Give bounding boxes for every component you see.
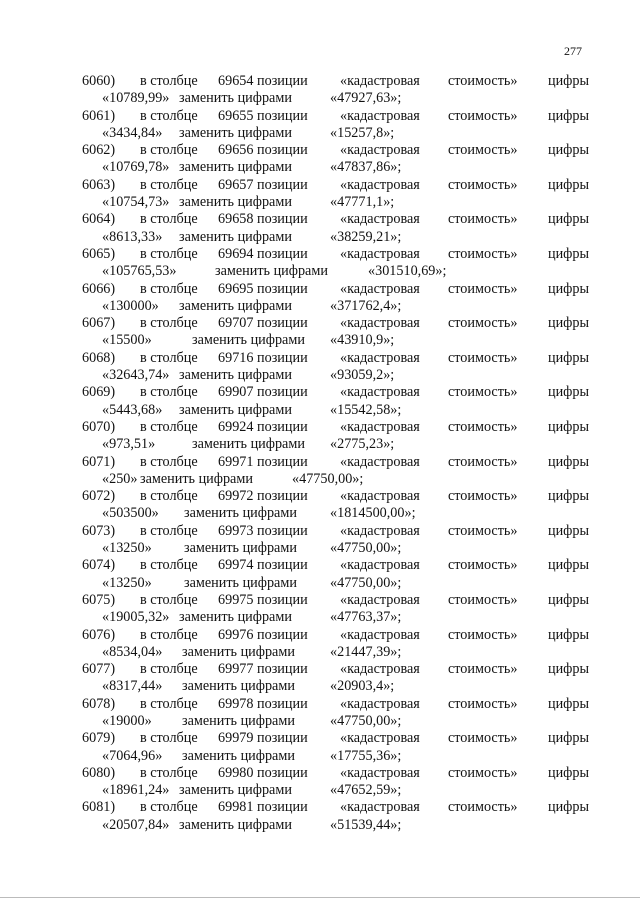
item-number: 6070) [82,418,116,435]
cost-word: стоимость» [448,73,518,89]
old-value: «19000» [102,712,152,729]
position-word: позиции [257,661,308,678]
new-value: «2775,23»; [330,436,395,453]
cost-word: стоимость» [448,557,518,574]
new-value: «21447,39»; [330,643,402,660]
list-item [0,488,640,523]
position-word: позиции [257,522,308,539]
item-number: 6068) [82,349,116,366]
cadastral-word: «кадастровая [340,764,420,781]
replace-label: заменить цифрами [182,643,295,660]
position-word: позиции [257,349,308,366]
position-word: позиции [257,626,308,643]
replace-label: заменить цифрами [179,609,292,626]
position-number [218,627,308,644]
position-number [218,592,308,609]
item-number: 6065) [82,245,116,262]
position-number [218,488,308,505]
digits-word: цифры [548,626,590,643]
position-code: 69980 [218,764,254,781]
list-item [0,350,640,385]
position-word: позиции [257,315,308,332]
replace-label: заменить цифрами [179,816,292,833]
item-number: 6078) [82,695,116,712]
column-label: в столбце [140,591,198,608]
replace-label: заменить цифрами [182,747,295,764]
cadastral-word: «кадастровая [340,488,420,505]
position-number [218,419,308,436]
item-number: 6060) [82,73,116,89]
new-value: «47763,37»; [330,609,402,626]
cost-word: стоимость» [448,730,518,747]
list-item [0,281,640,316]
position-code: 69971 [218,453,254,470]
new-value: «301510,69»; [368,263,447,280]
old-value: «10789,99» [102,90,170,107]
digits-word: цифры [548,384,590,401]
cost-word: стоимость» [448,488,518,505]
new-value: «17755,36»; [330,747,402,764]
position-code: 69975 [218,591,254,608]
digits-word: цифры [548,488,590,505]
new-value: «47750,00»; [330,540,402,557]
list-item [0,627,640,662]
digits-word: цифры [548,73,590,89]
item-number: 6071) [82,453,116,470]
new-value: «51539,44»; [330,816,402,833]
new-value: «20903,4»; [330,678,395,695]
column-label: в столбце [140,107,198,124]
cadastral-word: «кадастровая [340,661,420,678]
digits-word: цифры [548,591,590,608]
cost-word: стоимость» [448,176,518,193]
list-item [0,592,640,627]
position-number [218,696,308,713]
item-number: 6081) [82,799,116,816]
position-number [218,281,308,298]
old-value: «20507,84» [102,816,170,833]
position-code: 69979 [218,730,254,747]
item-number: 6080) [82,764,116,781]
cost-word: стоимость» [448,211,518,228]
position-number [218,246,308,263]
position-word: позиции [257,418,308,435]
position-number [218,765,308,782]
replace-label: заменить цифрами [179,297,292,314]
old-value: «7064,96» [102,747,163,764]
position-word: позиции [257,245,308,262]
new-value: «93059,2»; [330,367,395,384]
cadastral-word: «кадастровая [340,315,420,332]
digits-word: цифры [548,107,590,124]
cost-word: стоимость» [448,142,518,159]
old-value: «10754,73» [102,194,170,211]
digits-word: цифры [548,730,590,747]
column-label: в столбце [140,522,198,539]
cadastral-word: «кадастровая [340,453,420,470]
cost-word: стоимость» [448,453,518,470]
list-item [0,211,640,246]
old-value: «15500» [102,332,152,349]
position-code: 69707 [218,315,254,332]
column-label: в столбце [140,418,198,435]
old-value: «19005,32» [102,609,170,626]
position-code: 69695 [218,280,254,297]
position-code: 69972 [218,488,254,505]
cost-word: стоимость» [448,661,518,678]
new-value: «47927,63»; [330,90,402,107]
position-number [218,315,308,332]
new-value: «47771,1»; [330,194,395,211]
cost-word: стоимость» [448,695,518,712]
column-label: в столбце [140,695,198,712]
cadastral-word: «кадастровая [340,384,420,401]
item-number: 6072) [82,488,116,505]
item-number: 6069) [82,384,116,401]
replace-label: заменить цифрами [179,782,292,799]
list-item [0,730,640,765]
cadastral-word: «кадастровая [340,73,420,89]
old-value: «105765,53» [102,263,177,280]
replace-label: заменить цифрами [179,401,292,418]
position-code: 69654 [218,73,254,89]
column-label: в столбце [140,73,198,89]
cost-word: стоимость» [448,315,518,332]
digits-word: цифры [548,557,590,574]
item-number: 6074) [82,557,116,574]
digits-word: цифры [548,418,590,435]
cadastral-word: «кадастровая [340,176,420,193]
position-code: 69973 [218,522,254,539]
position-code: 69658 [218,211,254,228]
replace-label: заменить цифрами [192,332,305,349]
position-code: 69924 [218,418,254,435]
position-word: позиции [257,280,308,297]
new-value: «15542,58»; [330,401,402,418]
column-label: в столбце [140,315,198,332]
position-number [218,454,308,471]
item-number: 6067) [82,315,116,332]
item-number: 6073) [82,522,116,539]
cost-word: стоимость» [448,418,518,435]
column-label: в столбце [140,730,198,747]
new-value: «15257,8»; [330,124,395,141]
cost-word: стоимость» [448,349,518,366]
position-code: 69977 [218,661,254,678]
position-word: позиции [257,107,308,124]
position-word: позиции [257,142,308,159]
cost-word: стоимость» [448,384,518,401]
old-value: «250» [102,470,138,487]
replace-label: заменить цифрами [179,159,292,176]
position-word: позиции [257,695,308,712]
list-item [0,523,640,558]
page-number: 277 [564,44,582,58]
old-value: «3434,84» [102,124,163,141]
old-value: «10769,78» [102,159,170,176]
position-word: позиции [257,730,308,747]
item-number: 6075) [82,591,116,608]
cost-word: стоимость» [448,522,518,539]
replace-label: заменить цифрами [182,712,295,729]
list-item [0,557,640,592]
position-code: 69974 [218,557,254,574]
cost-word: стоимость» [448,245,518,262]
list-item [0,661,640,696]
cadastral-word: «кадастровая [340,591,420,608]
old-value: «8534,04» [102,643,163,660]
replace-label: заменить цифрами [179,367,292,384]
new-value: «47652,59»; [330,782,402,799]
list-item [0,454,640,489]
old-value: «503500» [102,505,159,522]
digits-word: цифры [548,661,590,678]
new-value: «47750,00»; [330,712,402,729]
column-label: в столбце [140,211,198,228]
cost-word: стоимость» [448,764,518,781]
cadastral-word: «кадастровая [340,418,420,435]
column-label: в столбце [140,626,198,643]
digits-word: цифры [548,799,590,816]
list-item [0,142,640,177]
digits-word: цифры [548,245,590,262]
list-item [0,73,640,108]
replace-label: заменить цифрами [179,90,292,107]
position-number [218,730,308,747]
cost-word: стоимость» [448,799,518,816]
cadastral-word: «кадастровая [340,695,420,712]
list-item [0,419,640,454]
digits-word: цифры [548,522,590,539]
digits-word: цифры [548,453,590,470]
position-number [218,799,308,816]
position-word: позиции [257,764,308,781]
old-value: «8613,33» [102,228,163,245]
replace-label: заменить цифрами [140,470,253,487]
position-word: позиции [257,453,308,470]
position-word: позиции [257,73,308,89]
position-number [218,108,308,125]
column-label: в столбце [140,557,198,574]
old-value: «13250» [102,574,152,591]
cost-word: стоимость» [448,626,518,643]
replace-label: заменить цифрами [192,436,305,453]
position-code: 69657 [218,176,254,193]
position-word: позиции [257,557,308,574]
column-label: в столбце [140,349,198,366]
replace-label: заменить цифрами [184,505,297,522]
position-code: 69694 [218,245,254,262]
column-label: в столбце [140,799,198,816]
position-code: 69981 [218,799,254,816]
list-item [0,246,640,281]
list-item [0,799,640,834]
position-word: позиции [257,384,308,401]
digits-word: цифры [548,280,590,297]
cadastral-word: «кадастровая [340,107,420,124]
item-number: 6063) [82,176,116,193]
cadastral-word: «кадастровая [340,142,420,159]
replace-label: заменить цифрами [179,124,292,141]
position-code: 69978 [218,695,254,712]
item-number: 6076) [82,626,116,643]
old-value: «13250» [102,540,152,557]
position-number [218,73,308,90]
page-bottom-edge [0,897,640,898]
replace-label: заменить цифрами [182,678,295,695]
item-number: 6064) [82,211,116,228]
position-number [218,350,308,367]
cost-word: стоимость» [448,107,518,124]
position-number [218,661,308,678]
amendment-list [0,73,640,834]
position-number [218,557,308,574]
item-number: 6077) [82,661,116,678]
item-number: 6061) [82,107,116,124]
list-item [0,177,640,212]
digits-word: цифры [548,764,590,781]
digits-word: цифры [548,211,590,228]
old-value: «973,51» [102,436,156,453]
position-number [218,523,308,540]
item-number: 6079) [82,730,116,747]
digits-word: цифры [548,695,590,712]
position-number [218,384,308,401]
new-value: «1814500,00»; [330,505,416,522]
digits-word: цифры [548,349,590,366]
old-value: «32643,74» [102,367,170,384]
position-number [218,142,308,159]
old-value: «130000» [102,297,159,314]
replace-label: заменить цифрами [184,540,297,557]
new-value: «47837,86»; [330,159,402,176]
list-item [0,765,640,800]
cadastral-word: «кадастровая [340,245,420,262]
replace-label: заменить цифрами [179,194,292,211]
position-code: 69976 [218,626,254,643]
new-value: «47750,00»; [292,470,364,487]
digits-word: цифры [548,176,590,193]
position-word: позиции [257,591,308,608]
cost-word: стоимость» [448,591,518,608]
column-label: в столбце [140,280,198,297]
cadastral-word: «кадастровая [340,730,420,747]
cadastral-word: «кадастровая [340,626,420,643]
cadastral-word: «кадастровая [340,522,420,539]
position-word: позиции [257,799,308,816]
position-word: позиции [257,488,308,505]
cost-word: стоимость» [448,280,518,297]
cadastral-word: «кадастровая [340,557,420,574]
column-label: в столбце [140,176,198,193]
replace-label: заменить цифрами [215,263,328,280]
item-number: 6062) [82,142,116,159]
position-code: 69716 [218,349,254,366]
column-label: в столбце [140,488,198,505]
cadastral-word: «кадастровая [340,211,420,228]
column-label: в столбце [140,661,198,678]
replace-label: заменить цифрами [184,574,297,591]
position-word: позиции [257,211,308,228]
column-label: в столбце [140,764,198,781]
list-item [0,315,640,350]
digits-word: цифры [548,315,590,332]
cadastral-word: «кадастровая [340,280,420,297]
new-value: «43910,9»; [330,332,395,349]
item-number: 6066) [82,280,116,297]
cadastral-word: «кадастровая [340,799,420,816]
column-label: в столбце [140,142,198,159]
position-code: 69655 [218,107,254,124]
list-item [0,384,640,419]
position-code: 69656 [218,142,254,159]
position-code: 69907 [218,384,254,401]
column-label: в столбце [140,453,198,470]
list-item [0,108,640,143]
old-value: «18961,24» [102,782,170,799]
position-number [218,177,308,194]
old-value: «8317,44» [102,678,163,695]
position-word: позиции [257,176,308,193]
list-item [0,696,640,731]
old-value: «5443,68» [102,401,163,418]
cadastral-word: «кадастровая [340,349,420,366]
digits-word: цифры [548,142,590,159]
new-value: «38259,21»; [330,228,402,245]
replace-label: заменить цифрами [179,228,292,245]
column-label: в столбце [140,384,198,401]
new-value: «371762,4»; [330,297,402,314]
position-number [218,211,308,228]
column-label: в столбце [140,245,198,262]
new-value: «47750,00»; [330,574,402,591]
